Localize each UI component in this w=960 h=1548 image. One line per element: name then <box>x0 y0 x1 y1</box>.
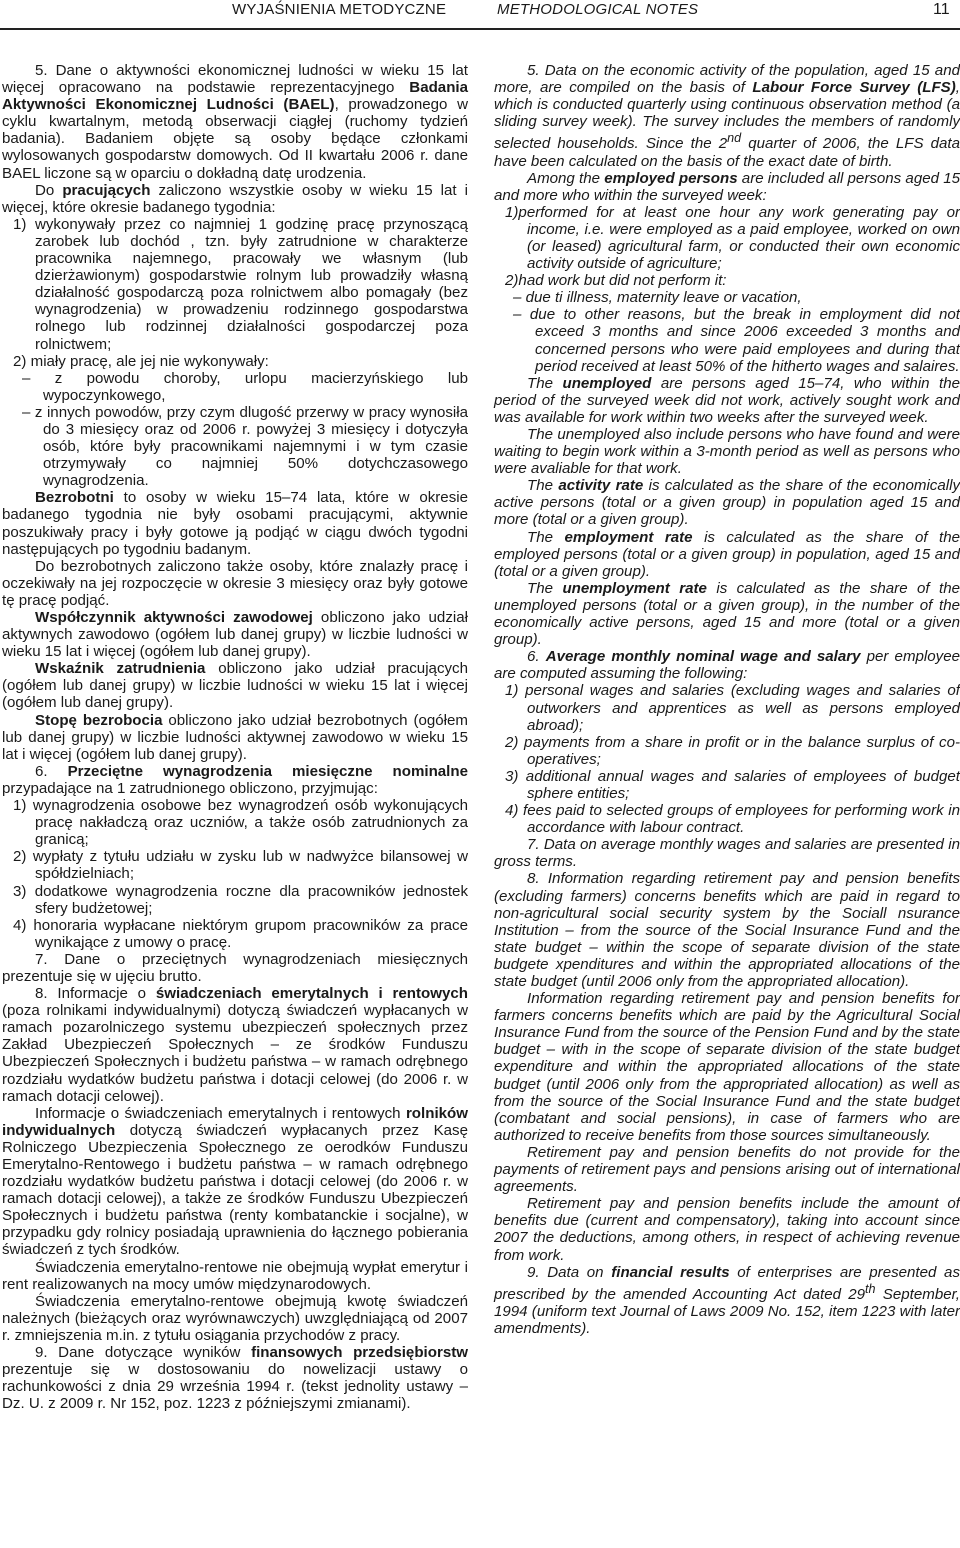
pl-section-6: 6. Przeciętne wynagrodzenia miesięczne nominalne przypadające na 1 zatrudnionego obliczono, przyjmując: <box>2 762 468 797</box>
pl-unemployed-definition: Bezrobotni to osoby w wieku 15–74 lata, które w okresie badanego tygodnia nie były osobami pracującymi, aktywnie poszukiwały pracy i były gotowe ją podjąć w ciągu dwóch tygodni następujących po tygodniu badanym. <box>2 489 468 558</box>
pl-section-8-amount: Świadczenia emerytalno-rentowe obejmują kwotę świadczeń należnych (bieżących oraz wyrównawczych) uwzględniającą od 2007 r. zmniejszenia m.in. z tytułu osiągania przychodów z pracy. <box>2 1292 468 1344</box>
en-employed-definition: Among the employed persons are included all persons aged 15 and more who within the surveyed week: <box>494 169 960 204</box>
pl-employed-definition: Do pracujących zaliczono wszystkie osoby w wieku 15 lat i więcej, które okresie badanego tygodnia: <box>2 181 468 216</box>
en-unemployed-definition: The unemployed are persons aged 15–74, who within the period of the surveyed week did not work, actively sought work and was available for work within two weeks after the surveyed week. <box>494 374 960 426</box>
en-section-7: 7. Data on average monthly wages and salaries are presented in gross terms. <box>494 836 960 871</box>
en-wage-item-1: 1) personal wages and salaries (excluding wages and salaries of outworkers and apprentices as well as persons employed abroad); <box>505 682 960 734</box>
running-header <box>0 0 960 30</box>
en-wage-item-3: 3) additional annual wages and salaries of employees of budget sphere entities; <box>505 767 960 802</box>
header-title-english: METHODOLOGICAL NOTES <box>497 1 699 18</box>
pl-employed-item-1: 1) wykonywały przez co najmniej 1 godzinę pracę przynoszącą zarobek lub dochód , tzn. były zatrudnione w charakterze pracownika najemnego, pracowały we własnym (lub dzierżawionym) gospodarstwie rolnym lub prowadziły własną działalność gospodarczą poza rolnictwem albo pomagały (bez wynagrodzenia) w prowadzeniu rodzinnego gospodarstwa rolnego lub rodzinnej działalności gospodarczej poza rolnictwem; <box>13 215 469 353</box>
pl-section-7: 7. Dane o przeciętnych wynagrodzeniach miesięcznych prezentuje się w ujęciu brutto. <box>2 950 468 985</box>
header-title-polish: WYJAŚNIENIA METODYCZNE <box>232 1 447 18</box>
en-section-8-international: Retirement pay and pension benefits do not provide for the payments of retirement pays and pensions arising out of international agreements. <box>494 1143 960 1196</box>
en-wage-item-4: 4) fees paid to selected groups of employees for performing work in accordance with labour contract. <box>505 802 960 837</box>
pl-employed-item-2b: – z innych powodów, przy czym dlugość przerwy w pracy wynosiła do 3 miesięcy oraz od 2006 r. powyżej 3 miesięcy i dotyczyła osób, które były pracownikami najemnymi i w tym czasie otrzymywały co najmniej 50% dotychczasowego wynagrodzenia. <box>22 403 468 490</box>
en-employed-item-2b: – due to other reasons, but the break in employment did not exceed 3 months and since 2006 exceeded 3 months and concerned persons who were paid employees and during that period received at least 50% of the hitherto wages and salaires. <box>513 306 960 375</box>
en-wage-item-2: 2) payments from a share in profit or in the balance surplus of co-operatives; <box>505 733 960 768</box>
en-employed-item-1: 1)performed for at least one hour any work generating pay or income, i.e. were employed as a paid employee, worked on own (or leased) agricultural farm, or conducted their own economic activity outside of agriculture; <box>505 203 960 273</box>
en-activity-rate: The activity rate is calculated as the share of the economically active persons (total or a given group) in population aged 15 and more (total or a given group). <box>494 477 960 529</box>
english-column <box>494 62 960 1337</box>
pl-wage-item-4: 4) honoraria wypłacane niektórym grupom pracowników za prace wynikające z umowy o pracę. <box>13 916 468 951</box>
polish-column <box>2 62 468 1412</box>
pl-unemployment-rate: Stopę bezrobocia obliczono jako udział bezrobotnych (ogółem lub danej grupy) w liczbie ludności aktywnej zawodowo w wieku 15 lat i więcej (ogółem lub danej grupy). <box>2 711 468 763</box>
pl-activity-rate: Współczynnik aktywności zawodowej obliczono jako udział aktywnych zawodowo (ogółem lub danej grupy) w liczbie ludności w wieku 15 lat i więcej (ogółem lub danej grupy). <box>2 609 468 661</box>
page-number: 11 <box>933 1 950 18</box>
en-section-9: 9. Data on financial results of enterprises are presented as prescribed by the amended Accounting Act dated 29th September, 1994 (uniform text Journal of Laws 2009 No. 152, item 1223 with later amendments). <box>494 1263 960 1337</box>
en-section-6: 6. Average monthly nominal wage and salary per employee are computed assuming the following: <box>494 648 960 683</box>
pl-wage-item-2: 2) wypłaty z tytułu udziału w zysku lub w nadwyżce bilansowej w spółdzielniach; <box>13 848 468 883</box>
en-section-5: 5. Data on the economic activity of the population, aged 15 and more, are compiled on the basis of Labour Force Survey (LFS), which is conducted quarterly using continuous observation method (a sliding survey week). The survey includes the members of randomly selected households. Since the 2nd quarter of 2006, the LFS data have been calculated on the basis of the exact date of birth. <box>494 62 960 170</box>
en-employment-rate: The employment rate is calculated as the share of the employed persons (total or a given group) in population, aged 15 and (total or a given group). <box>494 528 960 580</box>
pl-section-9: 9. Dane dotyczące wyników finansowych przedsiębiorstw prezentuje się w dostosowaniu do nowelizacji ustawy o rachunkowości z dnia 29 września 1994 r. (tekst jednolity ustawy – Dz. U. z 2009 r. Nr 152, poz. 1223 z późniejszymi zmianami). <box>2 1344 468 1413</box>
en-employed-item-2a: – due ti illness, maternity leave or vacation, <box>513 289 802 307</box>
pl-employment-rate: Wskaźnik zatrudnienia obliczono jako udział pracujących (ogółem lub danej grupy) w liczbie ludności w wieku 15 lat i więcej (ogółem lub danej grupy). <box>2 660 468 712</box>
en-section-8-farmers: Information regarding retirement pay and pension benefits for farmers concerns benefits which are paid by the Agricultural Social Insurance Fund from the source of the Pension Fund and by the state budget – with in the scope of separate division of the state budget expenditure and within the appropriated allocations of the state budget (until 2006 only from the appropriated allocation) as well as from the source of the Social Insurance Fund and the state budget (combatant and social pensions), in case of farmers who are authorized to receive benefits from those sources simultaneously. <box>494 990 960 1144</box>
en-unemployed-additional: The unemployed also include persons who have found and were waiting to begin work within a 3-month period as well as persons who were avaliable for that work. <box>494 426 960 478</box>
pl-wage-item-3: 3) dodatkowe wynagrodzenia roczne dla pracowników jednostek sfery budżetowej; <box>13 882 468 917</box>
en-unemployment-rate: The unemployment rate is calculated as the share of the unemployed persons (total or a given group), in the number of the economically active persons, aged 15 and more (total or a given group). <box>494 579 960 649</box>
pl-section-5: 5. Dane o aktywności ekonomicznej ludności w wieku 15 lat więcej opracowano na podstawie reprezentacyjnego Badania Aktywności Ekonomicznej Ludności (BAEL), prowadzonego w cyklu kwartalnym, metodą obserwacji ciągłej (ruchomy tydzień badania). Badaniem objęte są osoby będące członkami wylosowanych gospodarstw domowych. Od II kwartału 2006 r. dane BAEL liczone są w oparciu o dokładną datę urodzenia. <box>2 62 469 182</box>
pl-employed-item-2a: – z powodu choroby, urlopu macierzyńskiego lub wypoczynkowego, <box>22 369 468 404</box>
en-section-8-amount: Retirement pay and pension benefits include the amount of benefits due (current and compensatory), taking into account since 2007 the deductions, among others, in respect of achieving revenue from work. <box>494 1195 960 1264</box>
en-section-8: 8. Information regarding retirement pay and pension benefits (excluding farmers) concerns benefits which are paid in regard to non-agricultural social security system by the Sociall nsurance Institution – from the source of the Social Insurance Fund and the state budget – within the scope of separate division of the state budgete xpenditures and within the appropriated allocations of the state budget (until 2006 only from the appropriated allocation). <box>494 870 960 990</box>
pl-section-8-farmers: Informacje o świadczeniach emerytalnych i rentowych rolników indywidualnych dotyczą świadczeń wypłacanych przez Kasę Rolniczego Ubezpieczenia Społecznego ze oerodków Funduszu Emerytalno-Rentowego i budżetu państwa – w ramach odrębnego rozdziału wydatków budżetu państwa i dotacji celowej (do 2006 r. w ramach dotacji celowej), a także ze środków Funduszu Ubezpieczeń Społecznych i budżetu państwa (renty kombatanckie i socjalne), w przypadku gdy rolnicy posiadają uprawnienia do łącznego pobierania świadczeń z tych środków. <box>2 1104 468 1259</box>
pl-wage-item-1: 1) wynagrodzenia osobowe bez wynagrodzeń osób wykonujących pracę nakładczą oraz uczniów, a także osób zatrudnionych za granicą; <box>13 797 468 849</box>
pl-unemployed-additional: Do bezrobotnych zaliczono także osoby, które znalazły pracę i oczekiwały na jej rozpoczęcie w okresie 3 miesięcy oraz były gotowe tę pracę podjąć. <box>2 557 468 609</box>
pl-section-8-international: Świadczenia emerytalno-rentowe nie obejmują wypłat emerytur i rent realizowanych na mocy umów międzynarodowych. <box>2 1258 468 1293</box>
pl-section-8: 8. Informacje o świadczeniach emerytalnych i rentowych (poza rolnikami indywidualnymi) dotyczą świadczeń wypłacanych w ramach pozarolniczego systemu ubezpieczeń społecznych przez Zakład Ubezpieczeń Społecznych – ze środków Funduszu Ubezpieczeń Społecznych i budżetu państwa – w ramach odrębnego rozdziału wydatków budżetu państwa i dotacji celowej (do 2006 r. w ramach dotacji celowej). <box>2 985 468 1105</box>
pl-employed-item-2: 2) miały pracę, ale jej nie wykonywały: <box>13 352 269 370</box>
header-rule <box>0 28 960 30</box>
en-employed-item-2: 2)had work but did not perform it: <box>505 272 727 290</box>
